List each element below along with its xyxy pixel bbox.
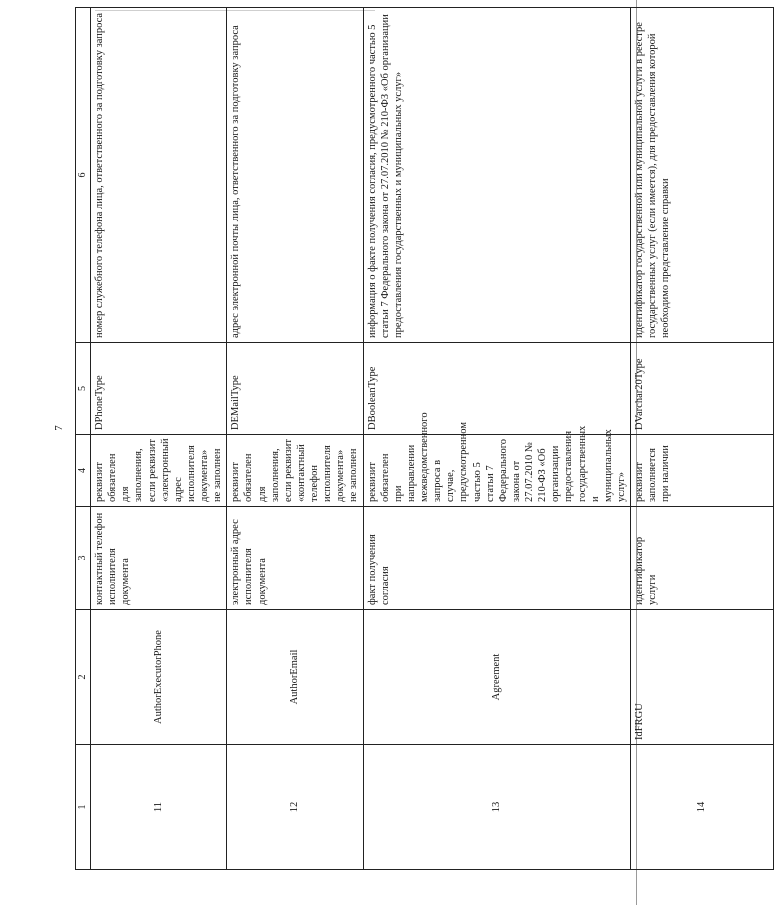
- element-comment: номер служебного телефона лица, ответственного за подготовку запроса: [91, 8, 227, 343]
- element-name: AuthorEmail: [227, 610, 363, 745]
- element-requirement: реквизит обязателен для заполнения, если реквизит «контактный телефон исполнителя документа» не заполнен: [227, 435, 363, 507]
- element-requirement: реквизит обязателен при направлении межведомственного запроса в случае, предусмотренном частью 5 статьи 7 Федерального закона от 27.07.2010 № 210-ФЗ «Об организации предоставления государственных и муниципальных услуг»: [363, 435, 631, 507]
- column-header: 1: [76, 745, 91, 870]
- page-number: 7: [52, 425, 65, 431]
- element-description: факт получения согласия: [363, 507, 631, 610]
- element-comment: адрес электронной почты лица, ответственного за подготовку запроса: [227, 8, 363, 343]
- table-row: [91, 8, 227, 870]
- element-type: DVarchar20Type: [631, 343, 774, 435]
- element-requirement: реквизит заполняется при наличии: [631, 435, 774, 507]
- column-header: 4: [76, 435, 91, 507]
- element-comment: информация о факте получения согласия, предусмотренного частью 5 статьи 7 Федерального закона от 27.07.2010 № 210-ФЗ «Об организации предоставления государственных и муниципальных услуг»: [363, 8, 631, 343]
- row-number: 11: [91, 745, 227, 870]
- row-number: 12: [227, 745, 363, 870]
- column-header: 6: [76, 8, 91, 343]
- column-header: 5: [76, 343, 91, 435]
- column-number-row: [76, 8, 91, 870]
- row-number: 13: [363, 745, 631, 870]
- element-type: DPhoneType: [91, 343, 227, 435]
- element-type: DEMailType: [227, 343, 363, 435]
- element-name: IdFRGU: [631, 610, 774, 745]
- requisites-table: [75, 7, 774, 870]
- element-comment: идентификатор государственной или муниципальной услуги в реестре государственных услуг (если имеется), для предоставления которой необходимо представление справки: [631, 8, 774, 343]
- column-header: 2: [76, 610, 91, 745]
- row-number: 14: [631, 745, 774, 870]
- element-type: DBooleanType: [363, 343, 631, 435]
- column-header: 3: [76, 507, 91, 610]
- element-requirement: реквизит обязателен для заполнения, если реквизит «электронный адрес исполнителя документа» не заполнен: [91, 435, 227, 507]
- element-name: Agreement: [363, 610, 631, 745]
- table-row: [363, 8, 631, 870]
- table-row: [631, 8, 774, 870]
- element-name: AuthorExecutorPhone: [91, 610, 227, 745]
- element-description: контактный телефон исполнителя документа: [91, 507, 227, 610]
- element-description: идентификатор услуги: [631, 507, 774, 610]
- rotated-table-container: [75, 8, 708, 870]
- element-description: электронный адрес исполнителя документа: [227, 507, 363, 610]
- table-row: [227, 8, 363, 870]
